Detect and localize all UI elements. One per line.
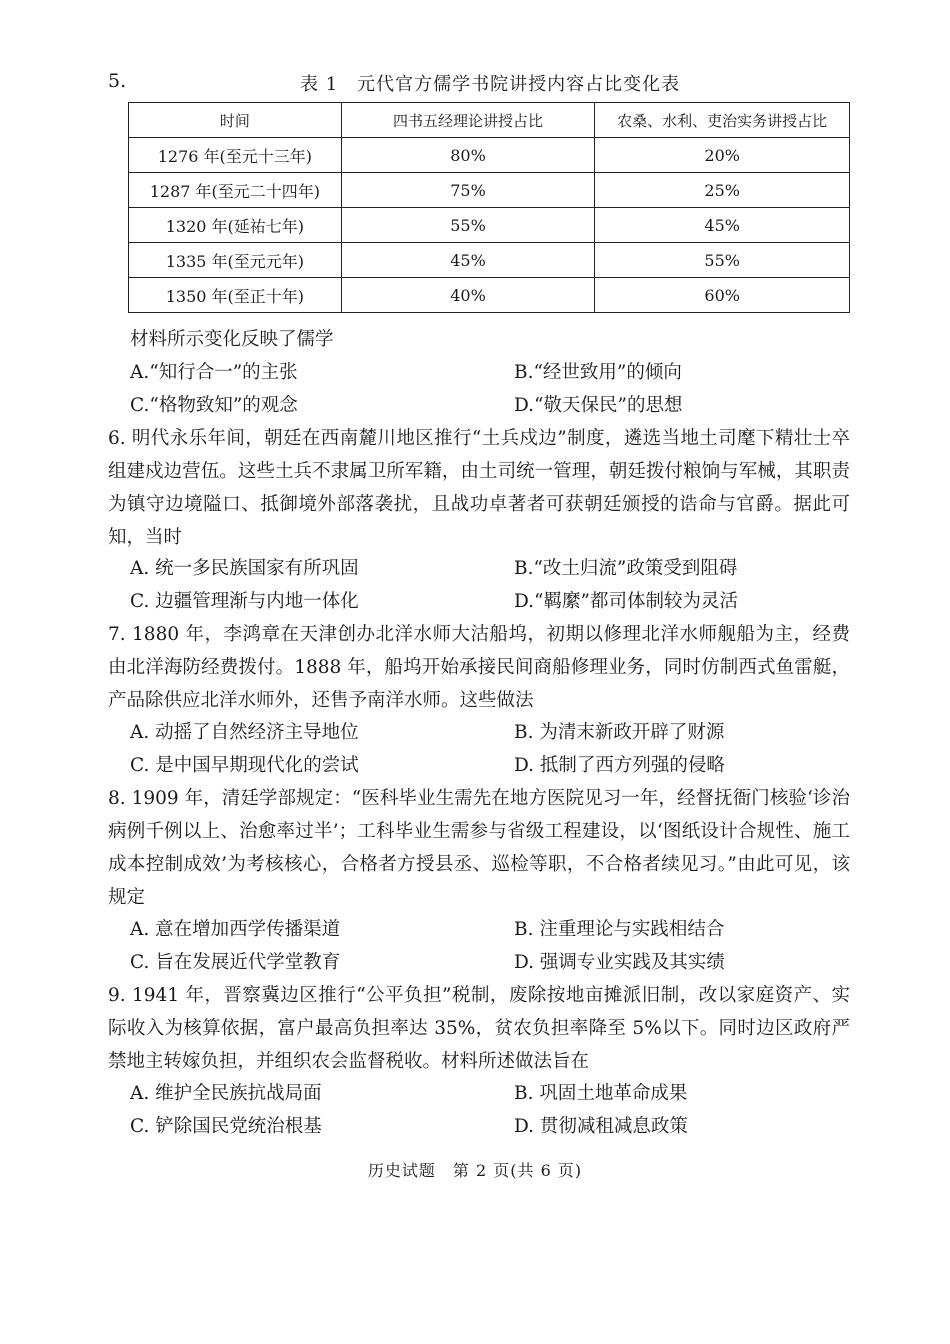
table-cell: 60%	[595, 278, 850, 313]
table-cell: 1350 年(至正十年)	[129, 278, 342, 313]
table-header-row	[129, 103, 850, 138]
page-footer: 历史试题 第 2 页(共 6 页)	[367, 1161, 583, 1180]
table-row	[129, 138, 850, 173]
table-caption: 表 1 元代官方儒学书院讲授内容占比变化表	[300, 74, 681, 95]
table-cell: 45%	[341, 243, 595, 278]
option-a[interactable]: A. 维护全民族抗战局面	[130, 1083, 322, 1104]
table-cell: 80%	[341, 138, 595, 173]
table-header-cell: 时间	[129, 103, 342, 138]
table-cell: 55%	[595, 243, 850, 278]
option-b[interactable]: B.“经世致用”的倾向	[514, 362, 682, 383]
table-cell: 20%	[595, 138, 850, 173]
table-header-cell: 四书五经理论讲授占比	[341, 103, 595, 138]
option-c[interactable]: C.“格物致知”的观念	[130, 395, 298, 416]
question-5-stem: 材料所示变化反映了儒学	[130, 329, 334, 350]
table-cell: 1320 年(延祐七年)	[129, 208, 342, 243]
table-cell: 1335 年(至元元年)	[129, 243, 342, 278]
question-7-stem: 7. 1880 年，李鸿章在天津创办北洋水师大沽船坞，初期以修理北洋水师舰船为主，经费由北洋海防经费拨付。1888 年，船坞开始承接民间商船修理业务，同时仿制西式鱼雷艇，产品除供应北洋水师外，还售予南洋水师。这些做法	[108, 624, 850, 711]
table-cell: 75%	[341, 173, 595, 208]
option-c[interactable]: C. 旨在发展近代学堂教育	[130, 952, 341, 973]
option-b[interactable]: B. 巩固土地革命成果	[514, 1083, 688, 1104]
question-8-stem: 8. 1909 年，清廷学部规定：“医科毕业生需先在地方医院见习一年，经督抚衙门核验‘诊治病例千例以上、治愈率过半’；工科毕业生需参与省级工程建设，以‘图纸设计合规性、施工成本控制成效’为考核核心，合格者方授县丞、巡检等职，不合格者续见习。”由此可见，该规定	[108, 788, 850, 908]
table-cell: 40%	[341, 278, 595, 313]
option-a[interactable]: A. 动摇了自然经济主导地位	[130, 722, 359, 743]
table-cell: 1287 年(至元二十四年)	[129, 173, 342, 208]
option-d[interactable]: D.“羁縻”都司体制较为灵活	[514, 591, 738, 612]
option-c[interactable]: C. 边疆管理渐与内地一体化	[130, 591, 359, 612]
table-header-cell: 农桑、水利、吏治实务讲授占比	[595, 103, 850, 138]
table-cell: 55%	[341, 208, 595, 243]
table-row	[129, 278, 850, 313]
option-b[interactable]: B.“改土归流”政策受到阻碍	[514, 558, 738, 579]
table-cell: 25%	[595, 173, 850, 208]
table-cell: 1276 年(至元十三年)	[129, 138, 342, 173]
option-d[interactable]: D. 强调专业实践及其实绩	[514, 952, 725, 973]
question-6-stem: 6. 明代永乐年间，朝廷在西南麓川地区推行“土兵戍边”制度，遴选当地土司麾下精壮士卒组建戍边营伍。这些土兵不隶属卫所军籍，由土司统一管理，朝廷拨付粮饷与军械，其职责为镇守边境隘口、抵御境外部落袭扰，且战功卓著者可获朝廷颁授的诰命与官爵。据此可知，当时	[108, 428, 850, 548]
option-a[interactable]: A. 意在增加西学传播渠道	[130, 919, 341, 940]
table-row	[129, 173, 850, 208]
option-a[interactable]: A. 统一多民族国家有所巩固	[130, 558, 359, 579]
option-c[interactable]: C. 铲除国民党统治根基	[130, 1116, 322, 1137]
option-b[interactable]: B. 注重理论与实践相结合	[514, 919, 725, 940]
table-row	[129, 208, 850, 243]
option-a[interactable]: A.“知行合一”的主张	[130, 362, 298, 383]
option-d[interactable]: D. 贯彻减租减息政策	[514, 1116, 688, 1137]
option-d[interactable]: D. 抵制了西方列强的侵略	[514, 755, 725, 776]
option-d[interactable]: D.“敬天保民”的思想	[514, 395, 683, 416]
option-c[interactable]: C. 是中国早期现代化的尝试	[130, 755, 359, 776]
question-9-stem: 9. 1941 年，晋察冀边区推行“公平负担”税制，废除按地亩摊派旧制，改以家庭资产、实际收入为核算依据，富户最高负担率达 35%，贫农负担率降至 5%以下。同时边区政府严禁地主转嫁负担，并组织农会监督税收。材料所述做法旨在	[108, 985, 850, 1072]
table-row	[129, 243, 850, 278]
option-b[interactable]: B. 为清末新政开辟了财源	[514, 722, 725, 743]
data-table	[128, 102, 850, 313]
table-cell: 45%	[595, 208, 850, 243]
question-5-number: 5.	[108, 70, 127, 92]
